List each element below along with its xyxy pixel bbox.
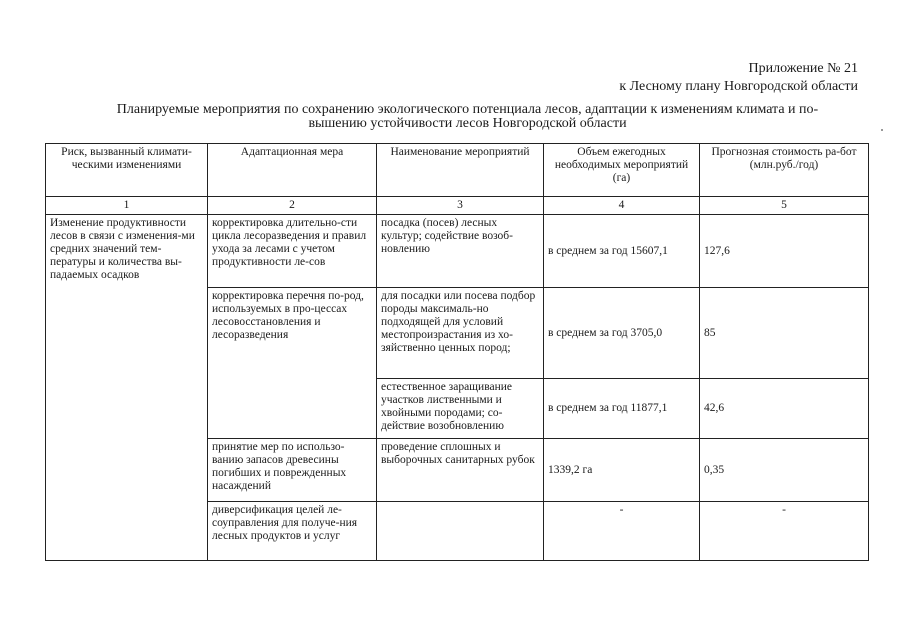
column-number: 1 bbox=[46, 197, 208, 215]
column-number: 5 bbox=[700, 197, 869, 215]
volume-cell: в среднем за год 3705,0 bbox=[544, 288, 700, 379]
header-measure: Адаптационная мера bbox=[208, 144, 377, 197]
cost-cell: 85 bbox=[700, 288, 869, 379]
measure-cell: корректировка перечня по-род, используемых в про-цессах лесовосстановления и лесоразведения bbox=[208, 288, 377, 439]
header-cost: Прогнозная стоимость ра-бот (млн.руб./год) bbox=[700, 144, 869, 197]
appendix-number: Приложение № 21 bbox=[748, 61, 858, 76]
header-risk: Риск, вызванный климати-ческими изменениями bbox=[46, 144, 208, 197]
table-row bbox=[46, 215, 869, 288]
activity-cell: естественное заращивание участков лиственными и хвойными породами; со-действие возобновлению bbox=[377, 379, 544, 439]
column-number-row bbox=[46, 197, 869, 215]
appendix-reference: к Лесному плану Новгородской области bbox=[619, 79, 858, 94]
document-title-line-1: Планируемые мероприятия по сохранению экологического потенциала лесов, адаптации к изменениям климата и по- bbox=[116, 102, 819, 117]
measure-cell: корректировка длительно-сти цикла лесоразведения и правил ухода за лесами с учетом продуктивности ле-сов bbox=[208, 215, 377, 288]
cost-cell: 127,6 bbox=[700, 215, 869, 288]
column-number: 4 bbox=[544, 197, 700, 215]
header-volume: Объем ежегодных необходимых мероприятий (га) bbox=[544, 144, 700, 197]
document-title-line-2: вышению устойчивости лесов Новгородской области bbox=[308, 116, 627, 131]
volume-cell: - bbox=[544, 502, 700, 561]
measure-cell: принятие мер по использо-ванию запасов древесины погибших и поврежденных насаждений bbox=[208, 439, 377, 502]
measure-cell: диверсификация целей ле-соуправления для получе-ния лесных продуктов и услуг bbox=[208, 502, 377, 561]
risk-cell: Изменение продуктивности лесов в связи с изменения-ми средних значений тем-пературы и количества вы-падаемых осадков bbox=[46, 215, 208, 561]
volume-cell: в среднем за год 15607,1 bbox=[544, 215, 700, 288]
table-header-row bbox=[46, 144, 869, 197]
column-number: 2 bbox=[208, 197, 377, 215]
cost-cell: - bbox=[700, 502, 869, 561]
activity-cell: для посадки или посева подбор породы максималь-но подходящей для условий местопроизрастания из хо-зяйственно ценных пород; bbox=[377, 288, 544, 379]
column-number: 3 bbox=[377, 197, 544, 215]
measures-table bbox=[45, 143, 869, 561]
activity-cell bbox=[377, 502, 544, 561]
header-activity: Наименование мероприятий bbox=[377, 144, 544, 197]
cost-cell: 42,6 bbox=[700, 379, 869, 439]
scan-artifact bbox=[881, 129, 883, 131]
volume-cell: в среднем за год 11877,1 bbox=[544, 379, 700, 439]
activity-cell: посадка (посев) лесных культур; содействие возоб-новлению bbox=[377, 215, 544, 288]
activity-cell: проведение сплошных и выборочных санитарных рубок bbox=[377, 439, 544, 502]
cost-cell: 0,35 bbox=[700, 439, 869, 502]
volume-cell: 1339,2 га bbox=[544, 439, 700, 502]
